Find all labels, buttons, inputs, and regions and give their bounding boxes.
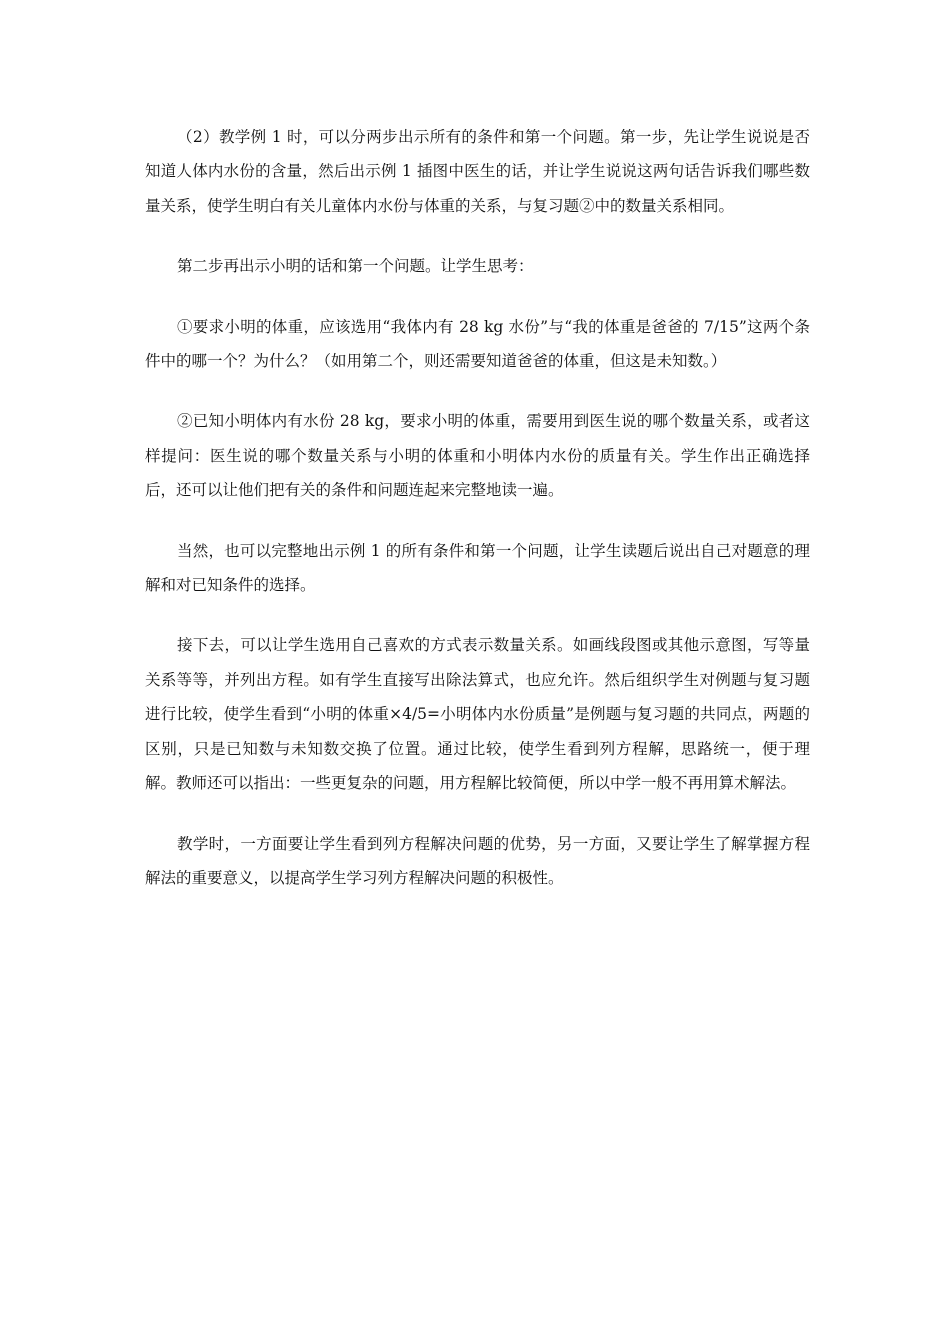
paragraph-teaching-example-1: （2）教学例 1 时，可以分两步出示所有的条件和第一个问题。第一步，先让学生说说是否知道人体内水份的含量，然后出示例 1 插图中医生的话，并让学生说说这两句话告诉我们哪些数量关系，使学生明白有关儿童体内水份与体重的关系，与复习题②中的数量关系相同。 [145, 128, 810, 215]
paragraph-question-2: ②已知小明体内有水份 28 kg，要求小明的体重，需要用到医生说的哪个数量关系，或者这样提问：医生说的哪个数量关系与小明的体重和小明体内水份的质量有关。学生作出正确选择后，还可以让他们把有关的条件和问题连起来完整地读一遍。 [145, 412, 810, 500]
document-body [145, 120, 810, 921]
paragraph-alternative: 当然，也可以完整地出示例 1 的所有条件和第一个问题，让学生读题后说出自己对题意的理解和对已知条件的选择。 [145, 541, 810, 595]
paragraph-step-two: 第二步再出示小明的话和第一个问题。让学生思考： [177, 257, 534, 276]
paragraph-conclusion: 教学时，一方面要让学生看到列方程解决问题的优势，另一方面，又要让学生了解掌握方程解法的重要意义，以提高学生学习列方程解决问题的积极性。 [145, 834, 810, 887]
paragraph-question-1: ①要求小明的体重，应该选用“我体内有 28 kg 水份”与“我的体重是爸爸的 7/15”这两个条件中的哪一个？为什么？（如用第二个，则还需要知道爸爸的体重，但这是未知数。） [145, 317, 810, 371]
paragraph-comparison: 接下去，可以让学生选用自己喜欢的方式表示数量关系。如画线段图或其他示意图，写等量关系等等，并列出方程。如有学生直接写出除法算式，也应允许。然后组织学生对例题与复习题进行比较，使学生看到“小明的体重×4/5=小明体内水份质量”是例题与复习题的共同点，两题的区别，只是已知数与未知数交换了位置。通过比较，使学生看到列方程解，思路统一，便于理解。教师还可以指出：一些更复杂的问题，用方程解比较简便，所以中学一般不再用算术解法。 [145, 636, 810, 793]
